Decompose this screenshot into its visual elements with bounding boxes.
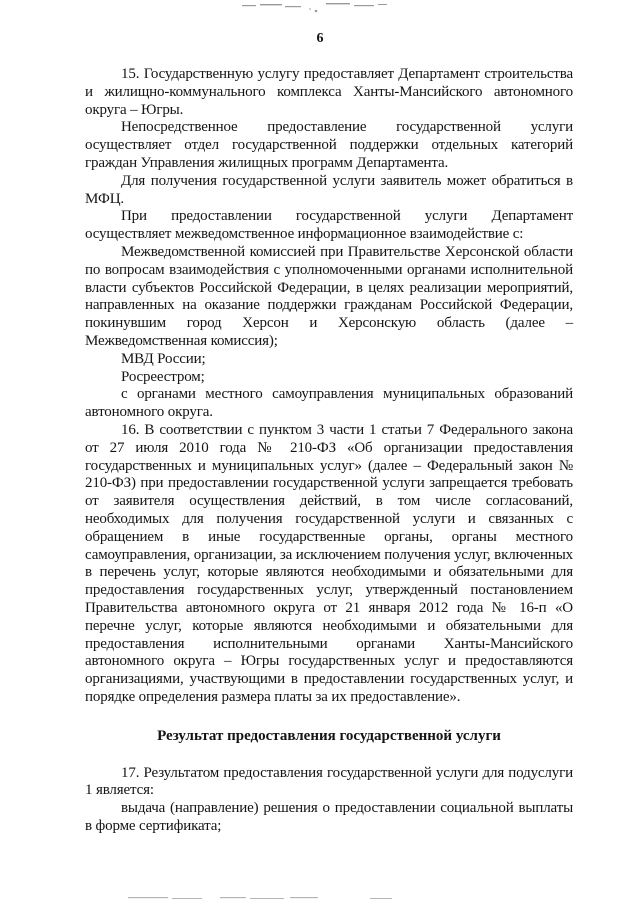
document-body bbox=[85, 66, 573, 836]
scan-artifact-bottom bbox=[120, 891, 440, 905]
paragraph-16: 16. В соответствии с пунктом 3 части 1 статьи 7 Федерального закона от 27 июля 2010 года № 210-ФЗ «Об организации предоставления государственных и муниципальных услуг» (далее – Федеральный закон № 210-ФЗ) при предоставлении государственной услуги запрещается требовать от заявителя осуществления действий, в том числе согласований, необходимых для получения государственной услуги и связанных с обращением в иные государственные органы, органы местного самоуправления, организации, за исключением получения услуг, включенных в перечень услуг, которые являются необходимыми и обязательными для предоставления государственных услуг, утвержденный постановлением Правительства автономного округа от 21 января 2012 года № 16-п «О перечне услуг, которые являются необходимыми и обязательными для предоставления исполнительными органами Ханты-Мансийского автономного округа – Югры государственных услуг и предоставляются организациями, участвующими в предоставлении государственных услуг, и порядке определения размера платы за их предоставление». bbox=[85, 421, 573, 705]
paragraph-mfc: Для получения государственной услуги заявитель может обратиться в МФЦ. bbox=[85, 172, 573, 207]
paragraph-certificate: выдача (направление) решения о предоставлении социальной выплаты в форме сертификата; bbox=[85, 800, 573, 835]
paragraph-local-government: с органами местного самоуправления муниципальных образований автономного округа. bbox=[85, 386, 573, 421]
paragraph-15: 15. Государственную услугу предоставляет Департамент строительства и жилищно-коммунального комплекса Ханты-Мансийского автономного округа – Югры. bbox=[85, 66, 573, 118]
paragraph-interagency-commission: Межведомственной комиссией при Правительстве Херсонской области по вопросам взаимодействия с уполномоченными органами исполнительной власти субъектов Российской Федерации, в целях реализации мероприятий, направленных на оказание поддержки гражданам Российской Федерации, покинувшим город Херсон и Херсонскую область (далее – Межведомственная комиссия); bbox=[85, 243, 573, 349]
paragraph-rosreestr: Росреестром; bbox=[121, 368, 205, 385]
paragraph-17: 17. Результатом предоставления государственной услуги для подуслуги 1 является: bbox=[85, 764, 573, 799]
page-number: 6 bbox=[316, 31, 324, 46]
paragraph-mvd: МВД России; bbox=[121, 350, 206, 367]
scan-artifact-top bbox=[230, 0, 410, 14]
section-heading-result: Результат предоставления государственной услуги bbox=[157, 727, 501, 744]
paragraph-direct-provision: Непосредственное предоставление государственной услуги осуществляет отдел государственной поддержки отдельных категорий граждан Управления жилищных программ Департамента. bbox=[85, 119, 573, 171]
paragraph-interaction-intro: При предоставлении государственной услуги Департамент осуществляет межведомственное информационное взаимодействие с: bbox=[85, 208, 573, 243]
